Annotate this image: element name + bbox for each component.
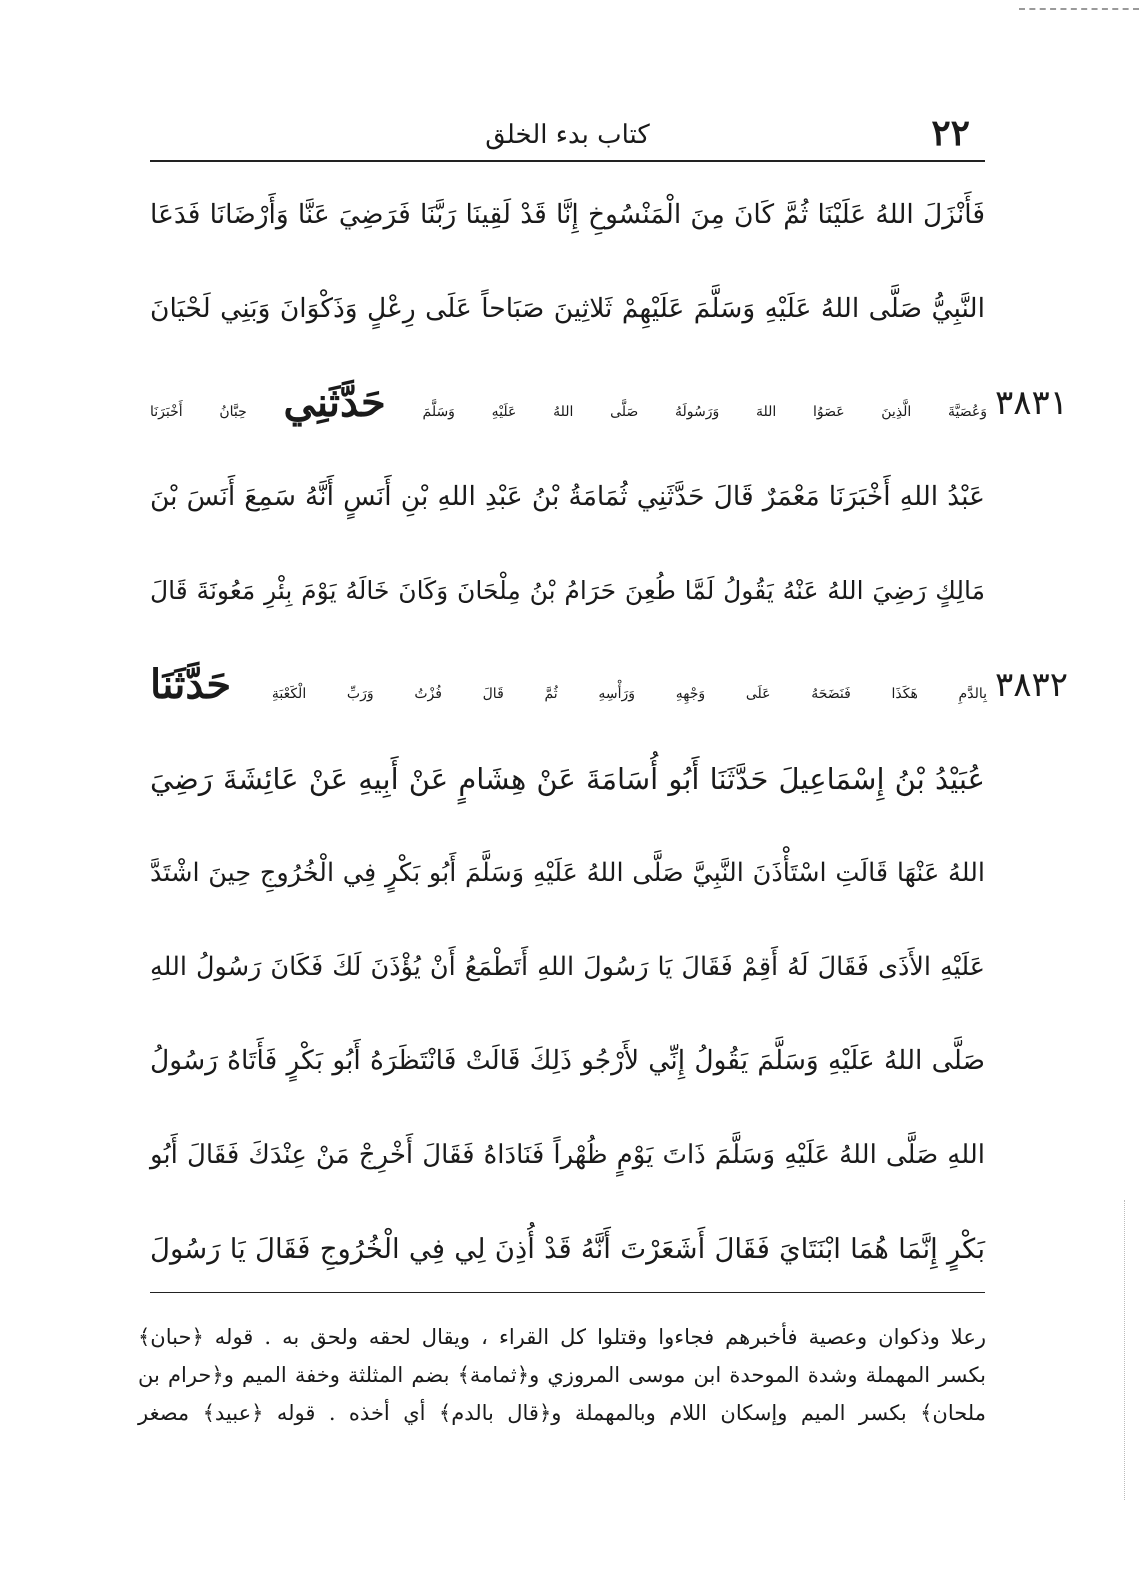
line-text-main: فَأَنْزَلَ اللهُ عَلَيْنَا ثُمَّ كَانَ مِنَ الْمَنْسُوخِ إِنَّا قَدْ لَقِينَا رَبَّنَا فَرَضِيَ عَنَّا وَأَرْضَانَا فَدَعَا [150,199,985,230]
line-text [150,262,985,356]
text-line [150,732,985,826]
text-line [150,262,985,356]
text-line [150,826,985,920]
text-line [150,1014,985,1108]
line-text [150,356,987,459]
line-text [150,638,987,741]
line-text [150,450,985,544]
hadith-number: ٣٨٣١ [994,383,1068,423]
line-text-main: عَبْدُ اللهِ أَخْبَرَنَا مَعْمَرٌ قَالَ حَدَّثَنِي ثُمَامَةُ بْنُ عَبْدِ اللهِ بْنِ أَنَسٍ أَنَّهُ سَمِعَ أَنَسَ بْنَ [150,481,985,512]
text-line [150,638,1068,732]
line-text-main: بَكْرٍ إِنَّمَا هُمَا ابْنَتَايَ فَقَالَ أَشَعَرْتَ أَنَّهُ قَدْ أُذِنَ لِي فِي الْخُرُوجِ فَقَالَ يَا رَسُولَ [150,1233,985,1265]
text-line [150,168,985,262]
main-text [150,168,1068,1296]
line-text [150,1014,985,1108]
footnotes [138,1318,986,1432]
footnote-line: ملحان﴾ بكسر الميم وإسكان اللام وبالمهملة و﴿قال بالدم﴾ أي أخذه . قوله ﴿عبيد﴾ مصغر [138,1401,986,1425]
line-text-main: النَّبِيُّ صَلَّى اللهُ عَلَيْهِ وَسَلَّمَ عَلَيْهِمْ ثَلاثِينَ صَبَاحاً عَلَى رِعْلٍ وَذَكْوَانَ وَبَنِي لَحْيَانَ [150,293,985,324]
line-text-main: اللهِ صَلَّى اللهُ عَلَيْهِ وَسَلَّمَ ذَاتَ يَوْمٍ ظُهْراً فَنَادَاهُ فَقَالَ أَخْرِجْ مَنْ عِنْدَكَ فَقَالَ أَبُو [150,1140,985,1170]
text-line [150,920,985,1014]
footnote-line: بكسر المهملة وشدة الموحدة ابن موسى المروزي و﴿ثمامة﴾ بضم المثلثة وخفة الميم و﴿حرام بن [138,1363,986,1387]
line-text [150,732,985,826]
header-rule [150,160,985,162]
narration-keyword: حَدَّثَنَا [150,661,232,708]
line-text [150,1202,985,1296]
line-text-main: مَالِكٍ رَضِيَ اللهُ عَنْهُ يَقُولُ لَمَّا طُعِنَ حَرَامُ بْنُ مِلْحَانَ وَكَانَ خَالَهُ يَوْمَ بِئْرِ مَعُونَةَ قَالَ [150,576,985,605]
line-text [150,168,985,262]
line-text [150,544,985,638]
text-line [150,356,1068,450]
text-line [150,450,985,544]
line-text-main: عُبَيْدُ بْنُ إِسْمَاعِيلَ حَدَّثَنَا أَبُو أُسَامَةَ عَنْ هِشَامٍ عَنْ أَبِيهِ عَنْ عَائِشَةَ رَضِيَ [150,762,985,796]
line-text-main: صَلَّى اللهُ عَلَيْهِ وَسَلَّمَ يَقُولُ إِنِّي لأَرْجُو ذَلِكَ قَالَتْ فَانْتَظَرَهُ أَبُو بَكْرٍ فَأَتَاهُ رَسُولُ [150,1045,985,1076]
line-text [150,1108,985,1202]
line-text-main: بِالدَّمِ هَكَذَا فَنَضَحَهُ عَلَى وَجْهِهِ وَرَأْسِهِ ثُمَّ قَالَ فُزْتُ وَرَبِّ الْكَعْبَةِ [271,686,988,702]
page-number: ٢٢ [931,112,970,154]
text-line [150,1202,985,1296]
line-text-main: وَعُصَيَّةَ الَّذِينَ عَصَوُا اللهَ وَرَسُولَهُ صَلَّى اللهُ عَلَيْهِ وَسَلَّمَ [422,404,988,420]
line-text-main: اللهُ عَنْهَا قَالَتِ اسْتَأْذَنَ النَّبِيَّ صَلَّى اللهُ عَلَيْهِ وَسَلَّمَ أَبُو بَكْرٍ فِي الْخُرُوجِ حِينَ اشْتَدَّ [150,858,985,888]
narration-keyword: حَدَّثَنِي [283,379,386,426]
text-line [150,544,985,638]
line-text-after: حِبَّانُ أَخْبَرَنَا [150,404,247,420]
line-text-main: عَلَيْهِ الأَذَى فَقَالَ لَهُ أَقِمْ فَقَالَ يَا رَسُولَ اللهِ أَتَطْمَعُ أَنْ يُؤْذَنَ لَكَ فَكَانَ رَسُولُ اللهِ [150,952,985,982]
footnote-line: رعلا وذكوان وعصية فأخبرهم فجاءوا وقتلوا كل القراء ، ويقال لحقه ولحق به . قوله ﴿حبان﴾ [138,1325,986,1349]
line-text [150,920,985,1014]
corner-marks [1019,8,1139,16]
text-line [150,1108,985,1202]
line-text [150,826,985,920]
footnote-rule [150,1292,985,1293]
hadith-number: ٣٨٣٢ [994,665,1068,705]
page-header [150,112,985,162]
header-title: كتاب بدء الخلق [485,120,650,150]
scan-edge [1124,1200,1125,1500]
